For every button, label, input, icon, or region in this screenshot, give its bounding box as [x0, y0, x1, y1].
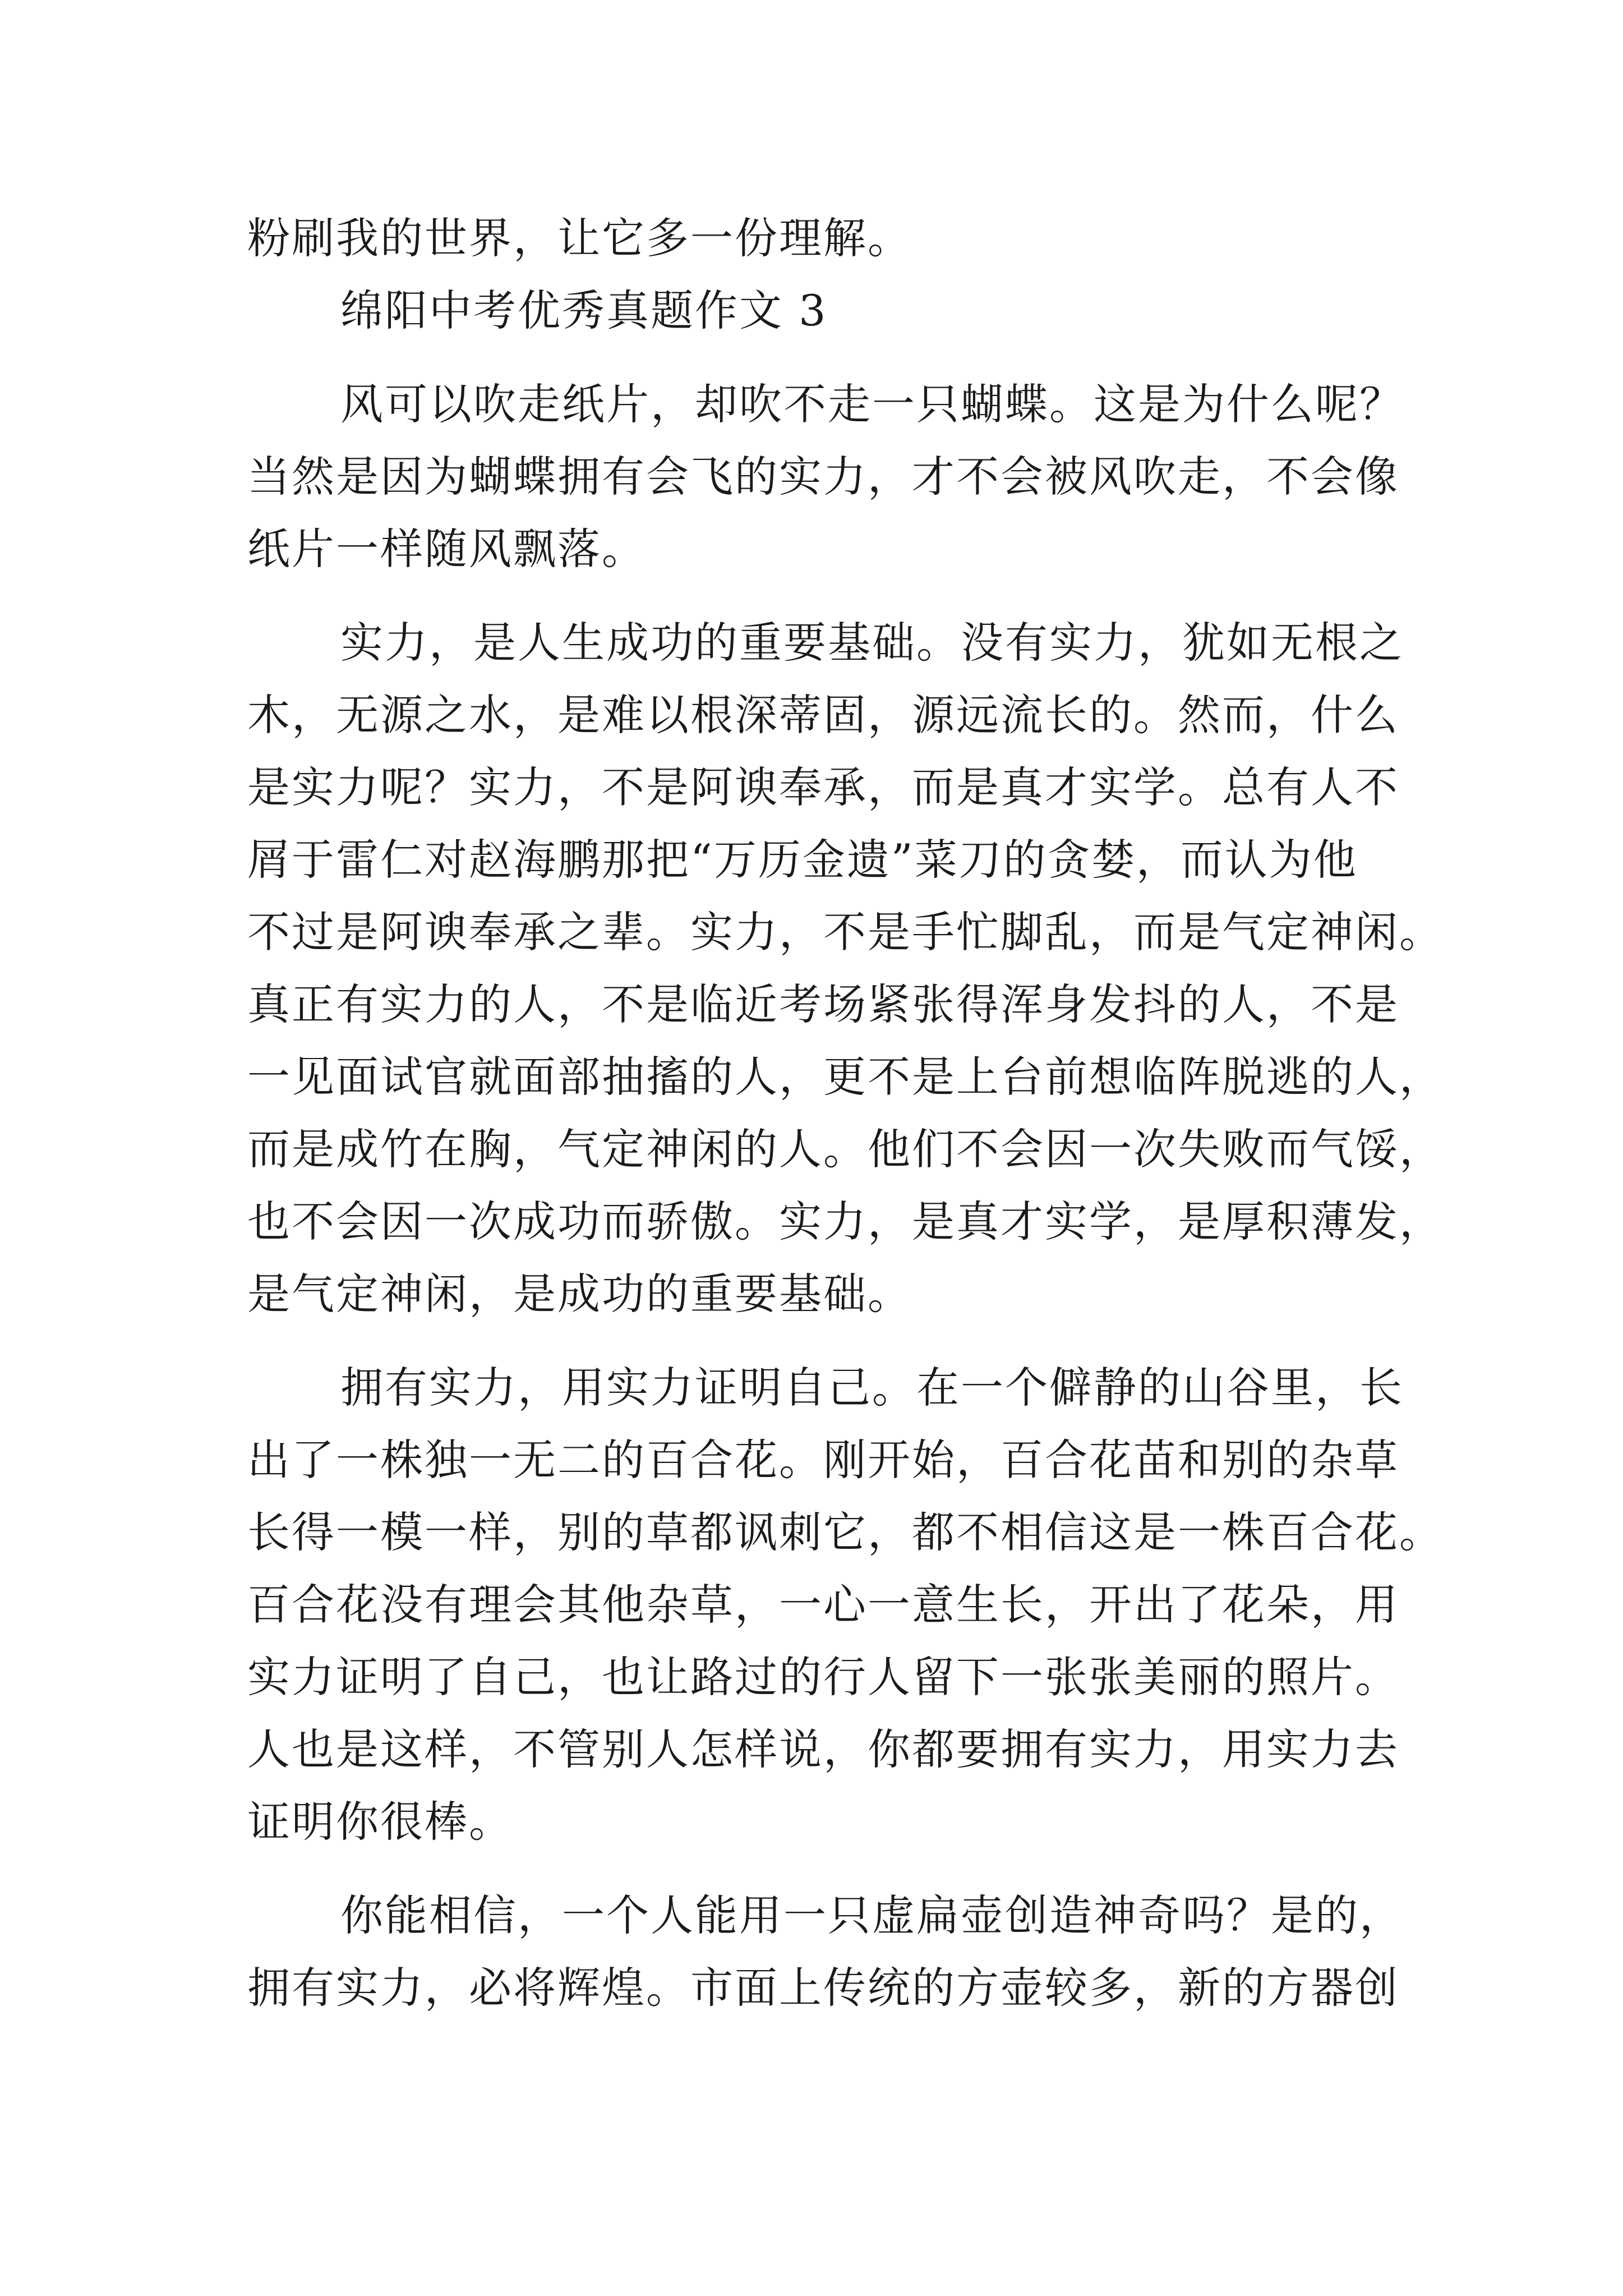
paragraph	[247, 1879, 1404, 2024]
text-line: 拥有实力，用实力证明自己。在一个僻静的山谷里，长	[340, 1363, 1404, 1412]
text-line: 风可以吹走纸片，却吹不走一只蝴蝶。这是为什么呢？	[340, 379, 1404, 429]
text-line: 拥有实力，必将辉煌。市面上传统的方壶较多，新的方器创	[247, 1963, 1399, 2013]
text-line: 屑于雷仁对赵海鹏那把“万历金遗”菜刀的贪婪，而认为他	[247, 835, 1358, 885]
paragraph	[247, 368, 1404, 585]
text-line: 实力，是人生成功的重要基础。没有实力，犹如无根之	[340, 618, 1404, 668]
text-line: 你能相信，一个人能用一只虚扁壶创造神奇吗？是的，	[340, 1890, 1404, 1940]
text-line: 当然是因为蝴蝶拥有会飞的实力，才不会被风吹走，不会像	[247, 452, 1399, 501]
paragraph	[247, 1351, 1444, 1858]
essay-heading	[247, 274, 1391, 347]
text-line: 粉刷我的世界，让它多一份理解。	[247, 213, 912, 263]
paragraph	[247, 606, 1444, 1330]
paragraph	[247, 202, 1391, 274]
text-line: 不过是阿谀奉承之辈。实力，不是手忙脚乱，而是气定神闲。	[247, 907, 1444, 957]
text-line: 人也是这样，不管别人怎样说，你都要拥有实力，用实力去	[247, 1724, 1399, 1774]
text-line: 长得一模一样，别的草都讽刺它，都不相信这是一株百合花。	[247, 1507, 1444, 1557]
text-line: 出了一株独一无二的百合花。刚开始，百合花苗和别的杂草	[247, 1435, 1399, 1485]
paragraph-gap	[247, 585, 1391, 606]
text-line: 是实力呢？实力，不是阿谀奉承，而是真才实学。总有人不	[247, 762, 1399, 812]
essay-body	[247, 202, 1444, 2024]
text-line: 也不会因一次成功而骄傲。实力，是真才实学，是厚积薄发，	[247, 1197, 1444, 1246]
paragraph-gap	[247, 347, 1391, 368]
text-line: 百合花没有理会其他杂草，一心一意生长，开出了花朵，用	[247, 1580, 1399, 1630]
text-line: 而是成竹在胸，气定神闲的人。他们不会因一次失败而气馁，	[247, 1124, 1444, 1174]
paragraph-gap	[247, 1858, 1391, 1879]
text-line: 一见面试官就面部抽搐的人，更不是上台前想临阵脱逃的人，	[247, 1052, 1444, 1102]
text-line: 木，无源之水，是难以根深蒂固，源远流长的。然而，什么	[247, 690, 1399, 740]
paragraph-gap	[247, 1330, 1391, 1351]
text-line: 真正有实力的人，不是临近考场紧张得浑身发抖的人，不是	[247, 979, 1399, 1029]
text-line: 证明你很棒。	[247, 1797, 513, 1847]
text-line: 是气定神闲，是成功的重要基础。	[247, 1269, 912, 1319]
text-line: 实力证明了自己，也让路过的行人留下一张张美丽的照片。	[247, 1652, 1399, 1702]
text-line: 绵阳中考优秀真题作文 3	[340, 286, 828, 335]
text-line: 纸片一样随风飘落。	[247, 524, 646, 574]
